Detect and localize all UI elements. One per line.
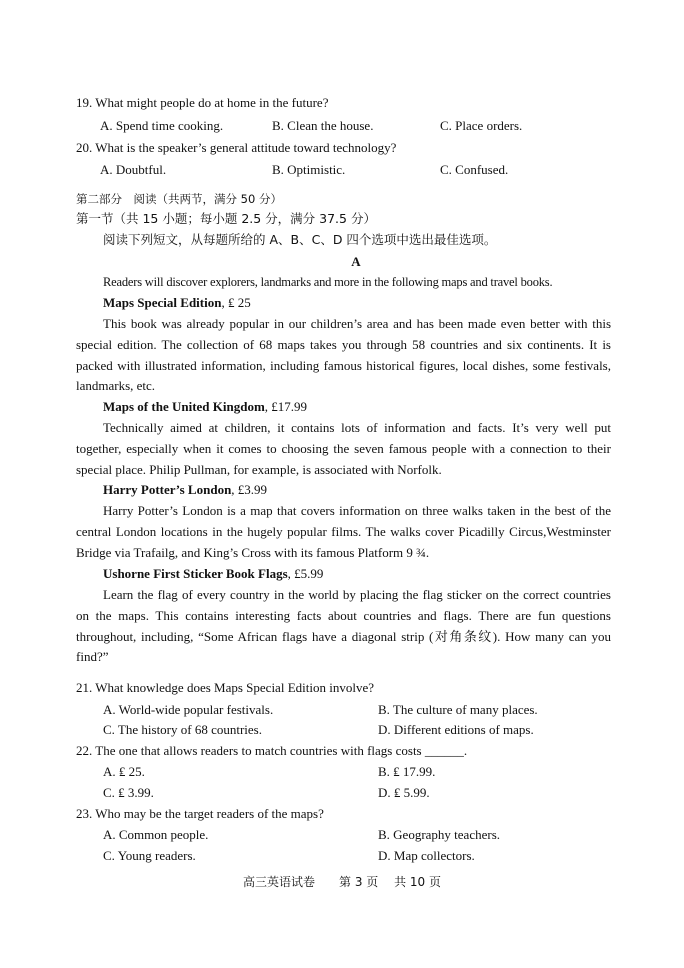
item-1-description: This book was already popular in our children’s area and has been made even better with this special edition. The collection of 68 maps takes you through 58 countries and six continents. It is packed with illustrated information, including famous historical figures, local dishes, some festivals, landmarks, etc. (76, 316, 611, 394)
question-22-option-d: D. ₤ 5.99. (378, 785, 430, 800)
question-23-stem: 23. Who may be the target readers of the maps? (76, 806, 324, 821)
reading-instruction: 阅读下列短文，从每题所给的 A、B、C、D 四个选项中选出最佳选项。 (103, 232, 497, 247)
question-23-option-c: C. Young readers. (103, 848, 196, 863)
page-footer: 高三英语试卷 第 3 页 共 10 页 (243, 875, 441, 889)
question-23-option-b: B. Geography teachers. (378, 827, 501, 842)
item-3-heading (103, 480, 267, 500)
item-3-description: Harry Potter’s London is a map that covers information on three walks taken in the best of the central London locations in the hugely popular films. The walks cover Picadilly Circus,Westminster Bridge via Trafailg, and King’s Cross with its famous Platform 9 ¾. (76, 503, 611, 560)
item-2-heading (103, 397, 307, 417)
question-22-option-c: C. ₤ 3.99. (103, 785, 154, 800)
question-19-option-c: C. Place orders. (440, 118, 523, 133)
question-21-option-c: C. The history of 68 countries. (103, 722, 262, 737)
question-22-option-a: A. ₤ 25. (103, 764, 145, 779)
item-3-title: Harry Potter’s London (103, 482, 232, 497)
question-20-option-c: C. Confused. (440, 162, 509, 177)
item-4-heading (103, 564, 323, 584)
item-1-price: , ₤ 25 (221, 295, 251, 310)
item-1-title: Maps Special Edition (103, 295, 222, 310)
section-one-heading: 第一节（共 15 小题；每小题 2.5 分，满分 37.5 分） (76, 211, 376, 226)
question-19-stem: 19. What might people do at home in the future? (76, 95, 329, 110)
item-4-price: , £5.99 (287, 566, 324, 581)
item-2-description: Technically aimed at children, it contains lots of information and facts. It’s very well put together, especially when it comes to choosing the seven famous people with a connection to their special place. Philip Pullman, for example, is associated with Norfolk. (76, 420, 611, 477)
question-20-option-b: B. Optimistic. (272, 162, 346, 177)
passage-label: A (351, 254, 361, 269)
question-22-stem: 22. The one that allows readers to match countries with flags costs ______. (76, 743, 468, 758)
question-20-stem: 20. What is the speaker’s general attitude toward technology? (76, 140, 397, 155)
question-19-option-a: A. Spend time cooking. (100, 118, 224, 133)
question-23-option-d: D. Map collectors. (378, 848, 475, 863)
item-2-title: Maps of the United Kingdom (103, 399, 265, 414)
question-20-option-a: A. Doubtful. (100, 162, 167, 177)
item-4-description: Learn the flag of every country in the world by placing the flag sticker on the correct countries on the maps. This contains interesting facts about countries and flags. There are fun questions throughout, including, “Some African flags have a diagonal strip (对角条纹). How many can you find?” (76, 587, 611, 665)
question-23-option-a: A. Common people. (103, 827, 209, 842)
item-2-price: , £17.99 (264, 399, 308, 414)
passage-intro: Readers will discover explorers, landmarks and more in the following maps and travel books. (103, 275, 553, 289)
question-21-stem: 21. What knowledge does Maps Special Edition involve? (76, 680, 374, 695)
question-21-option-a: A. World-wide popular festivals. (103, 702, 274, 717)
item-3-price: , £3.99 (231, 482, 268, 497)
question-21-option-b: B. The culture of many places. (378, 702, 538, 717)
item-1-heading (103, 293, 251, 313)
part-two-heading: 第二部分 阅读（共两节，满分 50 分） (76, 192, 282, 206)
question-19-option-b: B. Clean the house. (272, 118, 374, 133)
question-22-option-b: B. ₤ 17.99. (378, 764, 436, 779)
question-21-option-d: D. Different editions of maps. (378, 722, 534, 737)
item-4-title: Ushorne First Sticker Book Flags (103, 566, 288, 581)
